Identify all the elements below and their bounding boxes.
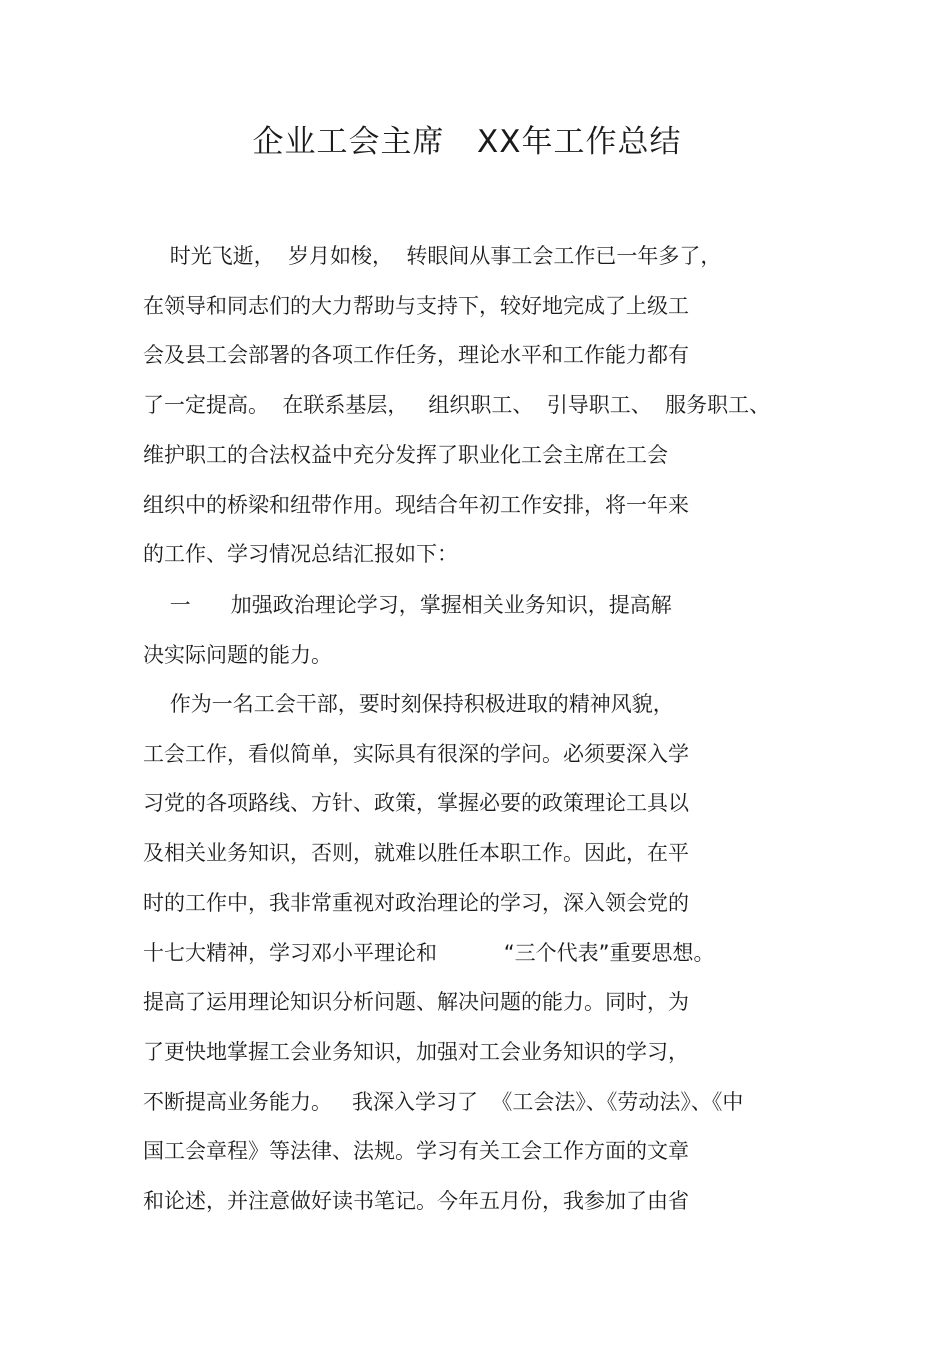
body-line: 提高了运用理论知识分析问题、解决问题的能力。同时，为 xyxy=(143,990,689,1014)
body-line: 国工会章程》等法律、法规。学习有关工会工作方面的文章 xyxy=(143,1139,689,1163)
section-heading-line: 一 加强政治理论学习，掌握相关业务知识，提高解 xyxy=(143,593,672,617)
body-line: 及相关业务知识，否则，就难以胜任本职工作。因此，在平 xyxy=(143,841,689,865)
body-line: 维护职工的合法权益中充分发挥了职业化工会主席在工会 xyxy=(143,443,668,467)
body-line: 在领导和同志们的大力帮助与支持下，较好地完成了上级工 xyxy=(143,294,689,318)
body-line: 习党的各项路线、方针、政策，掌握必要的政策理论工具以 xyxy=(143,791,689,815)
body-line: 十七大精神，学习邓小平理论和 “三个代表”重要思想。 xyxy=(143,941,715,965)
body-line: 了更快地掌握工会业务知识，加强对工会业务知识的学习， xyxy=(143,1040,689,1064)
document-title: 企业工会主席 XX年工作总结 xyxy=(252,124,682,160)
body-line: 时光飞逝， 岁月如梭， 转眼间从事工会工作已一年多了， xyxy=(143,244,722,268)
body-line: 作为一名工会干部，要时刻保持积极进取的精神风貌， xyxy=(143,692,674,716)
body-line: 工会工作，看似简单，实际具有很深的学问。必须要深入学 xyxy=(143,742,689,766)
body-line: 了一定提高。 在联系基层， 组织职工、 引导职工、 服务职工、 xyxy=(143,393,771,417)
body-line: 时的工作中，我非常重视对政治理论的学习，深入领会党的 xyxy=(143,891,689,915)
body-line: 不断提高业务能力。 我深入学习了 《工会法》、《劳动法》、《中 xyxy=(143,1090,744,1114)
body-line: 的工作、学习情况总结汇报如下： xyxy=(143,542,458,566)
section-heading-line: 决实际问题的能力。 xyxy=(143,643,332,667)
body-line: 会及县工会部署的各项工作任务，理论水平和工作能力都有 xyxy=(143,343,689,367)
body-line: 和论述，并注意做好读书笔记。今年五月份，我参加了由省 xyxy=(143,1189,689,1213)
body-line: 组织中的桥梁和纽带作用。现结合年初工作安排，将一年来 xyxy=(143,493,689,517)
